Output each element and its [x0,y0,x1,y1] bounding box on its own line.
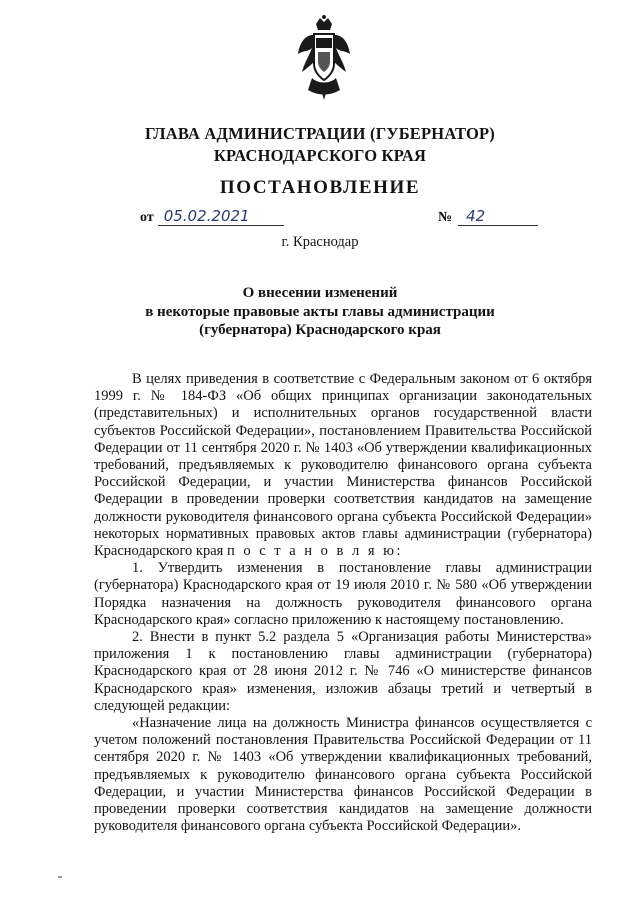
coat-of-arms-icon [294,14,354,102]
item-2-paragraph: 2. Внести в пункт 5.2 раздела 5 «Организация работы Министерства» приложения 1 к постановлению главы администрации (губернатора) Краснодарского края от 28 июня 2012 г. № 746 «О министерстве финансов Краснодарского края» изменения, изложив абзацы третий и четвертый в следующей редакции: [94,629,592,714]
document-title [0,284,640,340]
number-label: № [438,210,453,225]
title-line-2: в некоторые правовые акты главы администрации [145,303,495,320]
city: г. Краснодар [281,234,359,250]
date-row [140,207,284,226]
preamble-text: В целях приведения в соответствие с Федеральным законом от 6 октября 1999 г. № 184-ФЗ «Об общих принципах организации законодательных (представительных) и исполнительных органов государственной власти субъектов Российской Федерации», постановлением Правительства Российской Федерации от 11 сентября 2020 г. № 1403 «Об утверждении квалификационных требований, предъявляемых к руководителю финансового органа субъекта Российской Федерации, и участии Министерства финансов Российской Федерации в проведении проверки соответствия кандидатов на замещение должности руководителя финансового органа субъекта Российской Федерации» некоторых нормативных правовых актов главы администрации (губернатора) Краснодарского края [94,371,592,560]
preamble-paragraph [94,371,592,560]
date-label: от [140,210,154,225]
number-row [438,207,538,226]
quoted-paragraph: «Назначение лица на должность Министра финансов осуществляется с учетом положений постановления Правительства Российской Федерации от 11 сентября 2020 г. № 1403 «Об утверждении квалификационных требований, предъявляемых к руководителю финансового органа субъекта Российской Федерации, и участии Министерства финансов Российской Федерации в проведении проверки соответствия кандидатов на замещение должности руководителя финансового органа субъекта Российской Федерации». [94,715,592,835]
title-line-3: (губернатора) Краснодарского края [199,322,441,338]
document-number: 42 [458,207,538,226]
document-body [94,371,592,835]
authority-title-line-1: ГЛАВА АДМИНИСТРАЦИИ (ГУБЕРНАТОР) [145,124,495,143]
document-date: 05.02.2021 [158,207,284,226]
authority-title-line-2: КРАСНОДАРСКОГО КРАЯ [213,146,427,165]
document-type: ПОСТАНОВЛЕНИЕ [219,177,421,198]
item-1-paragraph: 1. Утвердить изменения в постановление главы администрации (губернатора) Краснодарского края от 19 июля 2010 г. № 580 «Об утверждении Порядка назначения на должность руководителя финансового органа Краснодарского края» согласно приложению к настоящему постановлению. [94,560,592,628]
title-line-1: О внесении изменений [242,285,398,301]
resolution-word: п о с т а н о в л я ю: [226,543,404,560]
scan-mark [58,876,62,878]
